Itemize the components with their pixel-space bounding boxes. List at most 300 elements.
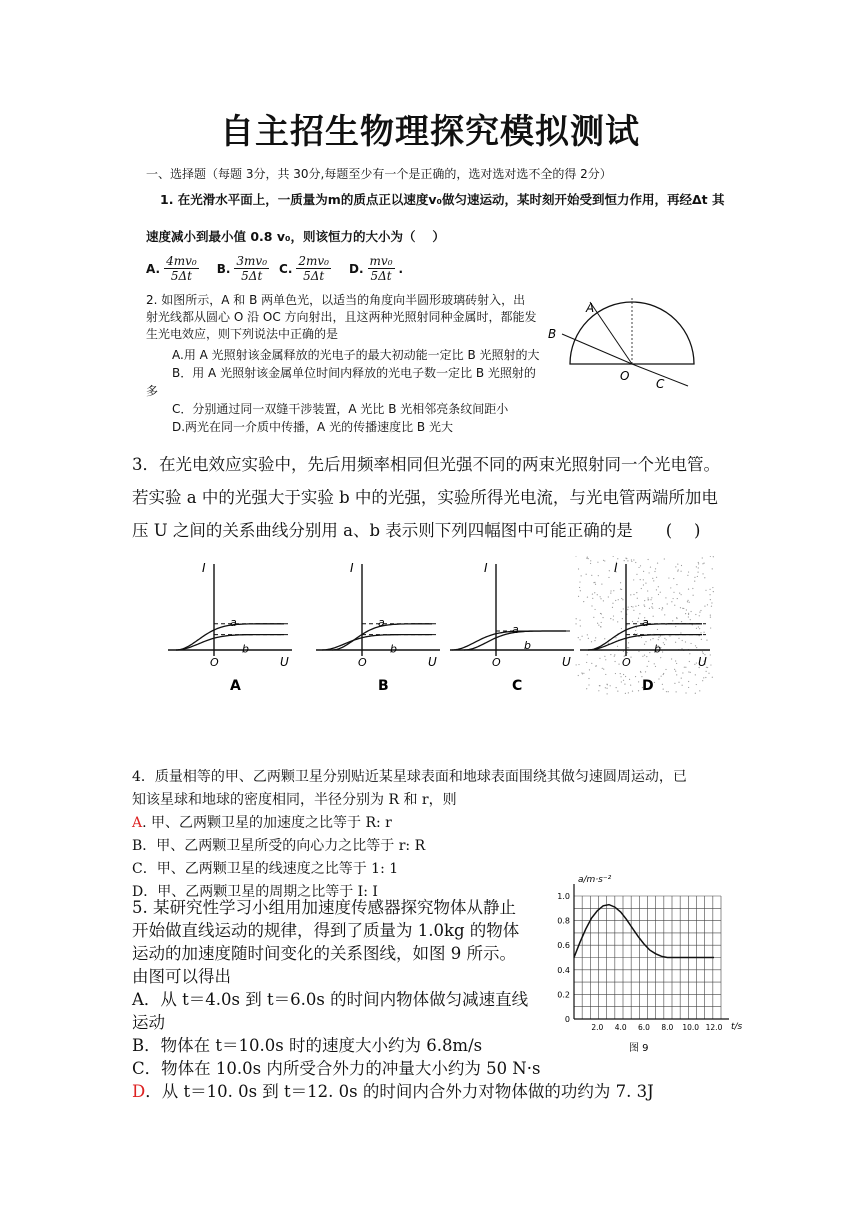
q3-panel-a <box>160 556 302 696</box>
speckle-dot <box>685 692 686 693</box>
speckle-dot <box>610 590 611 591</box>
speckle-dot <box>678 569 679 570</box>
speckle-dot <box>698 626 699 627</box>
y-tick-label: 0.8 <box>557 916 570 926</box>
speckle-dot <box>682 640 683 641</box>
speckle-dot <box>701 639 702 640</box>
speckle-dot <box>583 673 584 674</box>
speckle-dot <box>673 578 674 579</box>
speckle-dot <box>620 582 621 583</box>
speckle-dot <box>591 605 592 606</box>
speckle-dot <box>575 556 576 557</box>
speckle-dot <box>614 656 615 657</box>
q2-option-b: B．用 A 光照射该金属单位时间内释放的光电子数一定比 B 光照射的 <box>172 366 536 380</box>
speckle-dot <box>601 622 602 623</box>
speckle-dot <box>678 638 679 639</box>
speckle-dot <box>579 587 580 588</box>
speckle-dot <box>675 642 676 643</box>
origin-label: O <box>358 656 367 669</box>
speckle-dot <box>661 609 662 610</box>
speckle-dot <box>655 568 656 569</box>
x-tick-label: 4.0 <box>614 1023 627 1032</box>
q4-option-a: A. 甲、乙两颗卫星的加速度之比等于 R: r <box>132 815 392 831</box>
x-tick-label: 8.0 <box>661 1023 674 1032</box>
curve-b-label: b <box>242 642 249 656</box>
speckle-dot <box>699 628 700 629</box>
i-axis-label: I <box>350 561 354 575</box>
q4-option-d: D．甲、乙两颗卫星的周期之比等于 I: I <box>132 884 378 900</box>
speckle-dot <box>613 556 614 557</box>
speckle-dot <box>665 597 666 598</box>
speckle-dot <box>710 615 711 616</box>
speckle-dot <box>709 589 710 590</box>
speckle-dot <box>667 603 668 604</box>
speckle-dot <box>645 671 646 672</box>
speckle-dot <box>636 574 637 575</box>
speckle-dot <box>709 594 710 595</box>
speckle-dot <box>712 587 713 588</box>
i-axis-label: I <box>484 561 488 575</box>
speckle-dot <box>675 566 676 567</box>
speckle-dot <box>673 592 674 593</box>
speckle-dot <box>686 609 687 610</box>
speckle-dot <box>710 654 711 655</box>
speckle-dot <box>576 664 577 665</box>
speckle-dot <box>624 684 625 685</box>
speckle-dot <box>638 605 639 606</box>
curve-a-label: a <box>378 615 385 629</box>
speckle-dot <box>625 558 626 559</box>
q1-line2: 速度减小到最小值 0.8 v₀，则该恒力的大小为（ ） <box>146 229 445 244</box>
u-axis-label: U <box>428 655 437 669</box>
speckle-dot <box>579 639 580 640</box>
speckle-dot <box>621 598 622 599</box>
speckle-dot <box>676 691 677 692</box>
speckle-dot <box>688 671 689 672</box>
speckle-dot <box>613 619 614 620</box>
u-axis-label: U <box>280 655 289 669</box>
speckle-dot <box>712 677 713 678</box>
speckle-dot <box>644 644 645 645</box>
speckle-dot <box>616 687 617 688</box>
curve-b-label: b <box>390 642 397 656</box>
speckle-dot <box>675 671 676 672</box>
chart-caption: 图 9 <box>629 1043 649 1054</box>
y-tick-label: 0.6 <box>557 941 570 951</box>
speckle-dot <box>651 597 652 598</box>
speckle-dot <box>598 575 599 576</box>
speckle-dot <box>632 691 633 692</box>
speckle-dot <box>662 651 663 652</box>
speckle-dot <box>683 608 684 609</box>
speckle-dot <box>609 570 610 571</box>
speckle-dot <box>649 608 650 609</box>
speckle-dot <box>694 577 695 578</box>
speckle-dot <box>658 586 659 587</box>
speckle-dot <box>665 669 666 670</box>
speckle-dot <box>581 672 582 673</box>
speckle-dot <box>685 641 686 642</box>
speckle-dot <box>660 657 661 658</box>
panel-label: D <box>642 678 654 694</box>
speckle-dot <box>588 684 589 685</box>
speckle-dot <box>605 687 606 688</box>
speckle-dot <box>640 565 641 566</box>
x-tick-label: 12.0 <box>705 1023 723 1032</box>
speckle-dot <box>623 680 624 681</box>
speckle-dot <box>713 556 714 557</box>
speckle-dot <box>605 659 606 660</box>
speckle-dot <box>595 666 596 667</box>
speckle-dot <box>580 625 581 626</box>
curve-a-label: a <box>642 615 649 629</box>
speckle-dot <box>666 691 667 692</box>
speckle-dot <box>663 642 664 643</box>
speckle-dot <box>657 563 658 564</box>
speckle-dot <box>612 603 613 604</box>
speckle-dot <box>595 637 596 638</box>
speckle-dot <box>580 590 581 591</box>
speckle-dot <box>591 663 592 664</box>
q2-stem: 2. 如图所示，A 和 B 两单色光，以适当的角度向半圆形玻璃砖射入，出 射光线都从圆心 O 沿 OC 方向射出，且这两种光照射同种金属时，都能发 生光电效应，则下列说法中正确的是 <box>146 293 537 341</box>
speckle-dot <box>607 693 608 694</box>
speckle-dot <box>615 673 616 674</box>
speckle-dot <box>617 646 618 647</box>
speckle-dot <box>695 614 696 615</box>
speckle-dot <box>689 661 690 662</box>
speckle-dot <box>664 558 665 559</box>
origin-label: O <box>210 656 219 669</box>
speckle-dot <box>644 606 645 607</box>
speckle-dot <box>658 637 659 638</box>
speckle-dot <box>685 667 686 668</box>
q5-option-a-cont: 运动 <box>132 1013 165 1032</box>
speckle-dot <box>658 639 659 640</box>
speckle-dot <box>671 601 672 602</box>
speckle-dot <box>635 562 636 563</box>
speckle-dot <box>702 680 703 681</box>
speckle-dot <box>640 671 641 672</box>
speckle-dot <box>690 619 691 620</box>
speckle-dot <box>655 666 656 667</box>
speckle-dot <box>664 644 665 645</box>
speckle-dot <box>627 609 628 610</box>
speckle-dot <box>591 575 592 576</box>
speckle-dot <box>656 589 657 590</box>
speckle-dot <box>677 598 678 599</box>
q4-option-c: C．甲、乙两颗卫星的线速度之比等于 1: 1 <box>132 861 399 877</box>
speckle-dot <box>605 674 606 675</box>
speckle-dot <box>641 588 642 589</box>
label-o: O <box>620 369 630 383</box>
speckle-dot <box>690 611 691 612</box>
origin-label: O <box>492 656 501 669</box>
speckle-dot <box>638 567 639 568</box>
speckle-dot <box>606 688 607 689</box>
origin-label: O <box>622 656 631 669</box>
speckle-dot <box>586 558 587 559</box>
speckle-dot <box>698 563 699 564</box>
speckle-dot <box>627 647 628 648</box>
y-tick-label: 0 <box>564 1015 570 1024</box>
acceleration-series-line <box>574 905 714 958</box>
speckle-dot <box>703 653 704 654</box>
fraction: $\frac{\text{2mv₀}}{5\Delta t}$ <box>298 254 329 283</box>
q1-line1: 1. 在光滑水平面上，一质量为m的质点正以速度v₀做匀速运动，某时刻开始受到恒力作用，再经Δt 其 <box>160 192 725 207</box>
speckle-dot <box>652 578 653 579</box>
speckle-dot <box>625 676 626 677</box>
speckle-dot <box>699 690 700 691</box>
speckle-dot <box>600 598 601 599</box>
speckle-dot <box>613 590 614 591</box>
speckle-dot <box>700 610 701 611</box>
speckle-dot <box>633 610 634 611</box>
label-c: C <box>656 377 665 391</box>
speckle-dot <box>635 676 636 677</box>
speckle-dot <box>604 560 605 561</box>
speckle-dot <box>586 574 587 575</box>
speckle-dot <box>587 634 588 635</box>
label-a: A <box>586 301 595 315</box>
speckle-dot <box>623 674 624 675</box>
speckle-dot <box>699 615 700 616</box>
fraction: $\frac{\text{mv₀}}{5\Delta t}$ <box>369 254 393 283</box>
speckle-dot <box>676 584 677 585</box>
speckle-dot <box>651 606 652 607</box>
speckle-dot <box>672 620 673 621</box>
speckle-dot <box>592 593 593 594</box>
speckle-dot <box>711 606 712 607</box>
speckle-dot <box>638 618 639 619</box>
q2-figure <box>538 292 698 392</box>
curve-b <box>322 635 432 650</box>
speckle-dot <box>654 682 655 683</box>
speckle-dot <box>588 638 589 639</box>
speckle-dot <box>674 605 675 606</box>
speckle-dot <box>646 656 647 657</box>
speckle-dot <box>664 638 665 639</box>
q4-option-b: B．甲、乙两颗卫星所受的向心力之比等于 r: R <box>132 838 426 854</box>
speckle-dot <box>659 608 660 609</box>
q2-option-a: A.用 A 光照射该金属释放的光电子的最大初动能一定比 B 光照射的大 <box>172 348 540 362</box>
q5-option-d: D．从 t＝10. 0s 到 t＝12. 0s 的时间内合外力对物体做的功约为 7. 3J <box>132 1082 654 1101</box>
speckle-dot <box>643 579 644 580</box>
speckle-dot <box>676 617 677 618</box>
u-axis-label: U <box>698 655 707 669</box>
speckle-dot <box>710 556 711 557</box>
q5-stem: 5. 某研究性学习小组用加速度传感器探究物体从静止 开始做直线运动的规律，得到了质量为 1.0kg 的物体 运动的加速度随时间变化的关系图线，如图 9 所示。 由图可以得出 A．从 t＝4.0s 到 t＝6.0s 的时间内物体做匀减速直线 运动 B．物体在 t＝10.0s 时的速度大小约为 6.8m/s C．物体在 10.0s 内所受合外力的冲量大小约为 50 N·s <box>132 896 552 1080</box>
speckle-dot <box>705 677 706 678</box>
speckle-dot <box>672 598 673 599</box>
speckle-dot <box>597 623 598 624</box>
speckle-dot <box>650 566 651 567</box>
speckle-dot <box>653 616 654 617</box>
speckle-dot <box>676 663 677 664</box>
speckle-dot <box>697 572 698 573</box>
speckle-dot <box>617 691 618 692</box>
speckle-dot <box>643 584 644 585</box>
speckle-dot <box>594 640 595 641</box>
speckle-dot <box>687 600 688 601</box>
speckle-dot <box>678 682 679 683</box>
x-axis-label: t/s <box>731 1022 743 1032</box>
page-title: 自主招生物理探究模拟测试 <box>220 112 640 152</box>
speckle-dot <box>710 627 711 628</box>
speckle-dot <box>613 615 614 616</box>
speckle-dot <box>622 618 623 619</box>
speckle-dot <box>695 674 696 675</box>
speckle-dot <box>618 599 619 600</box>
speckle-dot <box>708 673 709 674</box>
speckle-dot <box>660 592 661 593</box>
speckle-dot <box>591 641 592 642</box>
u-axis-label: U <box>562 655 571 669</box>
speckle-dot <box>705 590 706 591</box>
speckle-dot <box>704 606 705 607</box>
speckle-dot <box>682 672 683 673</box>
curve-b <box>176 635 284 650</box>
speckle-dot <box>633 559 634 560</box>
speckle-dot <box>630 685 631 686</box>
speckle-dot <box>608 643 609 644</box>
speckle-dot <box>648 661 649 662</box>
speckle-dot <box>623 608 624 609</box>
speckle-dot <box>642 656 643 657</box>
speckle-dot <box>643 571 644 572</box>
speckle-dot <box>599 685 600 686</box>
speckle-dot <box>610 618 611 619</box>
speckle-dot <box>601 583 602 584</box>
speckle-dot <box>706 671 707 672</box>
q2-option-d: D.两光在同一介质中传播，A 光的传播速度比 B 光大 <box>172 420 453 434</box>
speckle-dot <box>687 601 688 602</box>
panel-label: B <box>378 678 389 694</box>
speckle-dot <box>707 667 708 668</box>
speckle-dot <box>622 599 623 600</box>
speckle-dot <box>604 638 605 639</box>
speckle-dot <box>617 621 618 622</box>
speckle-dot <box>674 669 675 670</box>
speckle-dot <box>583 601 584 602</box>
speckle-dot <box>628 692 629 693</box>
speckle-dot <box>663 673 664 674</box>
speckle-dot <box>687 575 688 576</box>
q5-option-a: A．从 t＝4.0s 到 t＝6.0s 的时间内物体做匀减速直线 <box>132 990 529 1009</box>
speckle-dot <box>688 681 689 682</box>
q3-panel-c <box>442 556 584 696</box>
speckle-dot <box>713 591 714 592</box>
speckle-dot <box>696 684 697 685</box>
speckle-dot <box>681 621 682 622</box>
speckle-dot <box>690 643 691 644</box>
speckle-dot <box>666 639 667 640</box>
speckle-dot <box>647 590 648 591</box>
speckle-dot <box>578 568 579 569</box>
speckle-dot <box>597 562 598 563</box>
speckle-dot <box>640 579 641 580</box>
speckle-dot <box>614 661 615 662</box>
speckle-dot <box>675 626 676 627</box>
speckle-dot <box>688 616 689 617</box>
speckle-dot <box>633 594 634 595</box>
speckle-dot <box>612 607 613 608</box>
speckle-dot <box>698 562 699 563</box>
label-b: B <box>548 327 557 341</box>
speckle-dot <box>631 606 632 607</box>
speckle-dot <box>680 632 681 633</box>
panel-label: A <box>230 678 241 694</box>
speckle-dot <box>627 652 628 653</box>
panel-label: C <box>512 678 523 694</box>
speckle-dot <box>575 623 576 624</box>
speckle-dot <box>598 690 599 691</box>
speckle-dot <box>635 606 636 607</box>
speckle-dot <box>703 562 704 563</box>
speckle-dot <box>696 628 697 629</box>
speckle-dot <box>644 600 645 601</box>
speckle-dot <box>600 596 601 597</box>
speckle-dot <box>695 645 696 646</box>
speckle-dot <box>654 663 655 664</box>
speckle-dot <box>658 678 659 679</box>
speckle-dot <box>669 635 670 636</box>
speckle-dot <box>668 691 669 692</box>
y-tick-label: 0.2 <box>557 990 570 1000</box>
speckle-dot <box>598 625 599 626</box>
speckle-dot <box>603 560 604 561</box>
speckle-dot <box>676 674 677 675</box>
x-tick-label: 6.0 <box>638 1023 650 1032</box>
q1-option-a: A. $\frac{\text{4mv₀}}{5\Delta t}$ <box>146 254 197 283</box>
speckle-dot <box>662 684 663 685</box>
speckle-dot <box>677 570 678 571</box>
speckle-dot <box>643 604 644 605</box>
q1-option-d: D. $\frac{\text{mv₀}}{5\Delta t}$ . <box>349 254 404 283</box>
q1-options <box>146 254 403 283</box>
speckle-dot <box>579 620 580 621</box>
i-axis-label: I <box>614 561 618 575</box>
speckle-dot <box>628 642 629 643</box>
speckle-dot <box>649 572 650 573</box>
speckle-dot <box>700 632 701 633</box>
speckle-dot <box>629 679 630 680</box>
speckle-dot <box>658 594 659 595</box>
speckle-dot <box>689 602 690 603</box>
fraction: $\frac{\text{4mv₀}}{5\Delta t}$ <box>166 254 197 283</box>
speckle-dot <box>647 597 648 598</box>
speckle-dot <box>682 685 683 686</box>
speckle-dot <box>617 558 618 559</box>
speckle-dot <box>614 654 615 655</box>
speckle-dot <box>623 651 624 652</box>
speckle-dot <box>589 669 590 670</box>
curve-b-label: b <box>524 639 531 652</box>
speckle-dot <box>699 611 700 612</box>
speckle-dot <box>644 655 645 656</box>
y-tick-label: 0.4 <box>557 965 570 975</box>
speckle-dot <box>593 582 594 583</box>
speckle-dot <box>681 565 682 566</box>
speckle-dot <box>587 654 588 655</box>
speckle-dot <box>586 662 587 663</box>
speckle-dot <box>703 632 704 633</box>
speckle-dot <box>602 617 603 618</box>
speckle-dot <box>621 681 622 682</box>
q3-panel-b <box>308 556 450 696</box>
speckle-dot <box>578 637 579 638</box>
speckle-dot <box>610 685 611 686</box>
speckle-dot <box>696 662 697 663</box>
